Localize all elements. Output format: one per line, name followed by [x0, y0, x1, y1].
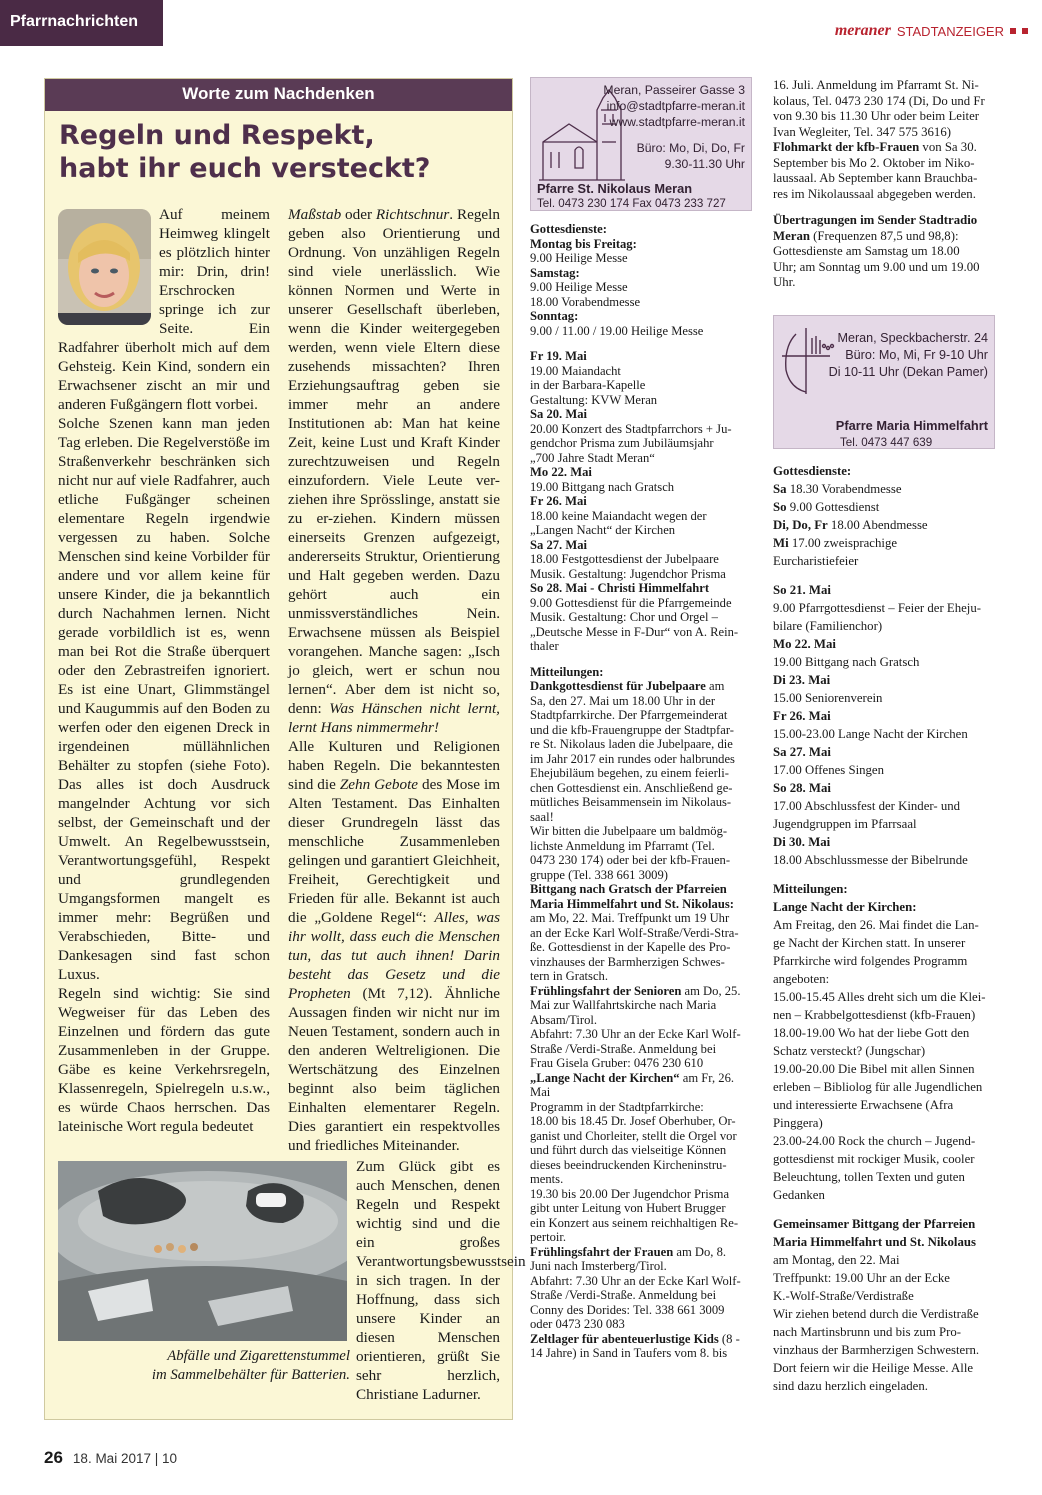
schedule-heading: Mitteilungen: [530, 664, 604, 679]
schedule-heading: Fr 19. Mai [530, 349, 587, 363]
schedule-line: 15.00-15.45 Alles dreht sich um die Klei- [773, 990, 986, 1004]
schedule-heading: Maria Himmelfahrt und St. Nikolaus [773, 1235, 976, 1249]
schedule-line: ganist und Chorleiter, stellt die Orgel vor [530, 1128, 737, 1143]
article-text: des Mose im Alten Testament. Das Einhalten dieser Grundregeln lässt das menschliche Zusammenleben gelingen und garantiert Gleichheit, Freiheit, Gerechtigkeit und Frieden für alle. Bekannt ist auch die „Goldene Regel“: [288, 776, 501, 926]
schedule-line: dieses beeindruckenden Kircheninstru- [530, 1157, 727, 1172]
masthead-brand-b: STADTANZEIGER [896, 23, 1004, 39]
article-emphasis: Was Hänschen nicht lernt, lernt Hans nimmermehr! [288, 700, 500, 736]
schedule-line: Ehejubiläum begehen, zu einem feierli- [530, 766, 729, 780]
schedule-line: Gottesdienste am Samstag um 18.00 [773, 244, 960, 258]
nikolaus-phone: Tel. 0473 230 174 Fax 0473 233 727 [537, 197, 726, 210]
photo-caption [58, 1347, 350, 1385]
schedule-line: 9.00 Gottesdienst für die Pfarrgemeinde [530, 595, 732, 610]
schedule-line: 0473 230 174) oder bei der kfb-Frauen- [530, 853, 731, 867]
schedule-heading: Sonntag: [530, 309, 579, 323]
article-emphasis: Richtschnur [375, 206, 450, 223]
schedule-line: Mai [530, 1085, 551, 1099]
masthead-logo [835, 22, 1028, 40]
schedule-line: September bis Mo 2. Oktober im Niko- [773, 155, 975, 170]
schedule-line: 18.00-19.00 Wo hat der liebe Gott den [773, 1026, 970, 1040]
schedule-line: „Langen Nacht“ der Kirchen [530, 523, 676, 537]
address-line: Di 10-11 Uhr (Dekan Pamer) [828, 365, 988, 379]
schedule-line: 16. Juli. Anmeldung im Pfarramt St. Ni- [773, 78, 979, 92]
himmelfahrt-address [828, 330, 988, 381]
schedule-heading: Mitteilungen: [773, 882, 848, 896]
schedule-heading: Sa 27. Mai [773, 745, 831, 759]
article-column-2-closing [356, 1157, 526, 1404]
article-paragraph: Solche Szenen kann man jeden Tag erleben. Die Regelverstöße im Straßenverkehr beschränken sich nicht nur auf viele Radfahrer, auch etliche Fußgänger scheinen elementare Regeln irgendwie vergessen zu haben. Solche Menschen sind keine Vorbilder für andere und vor allem keine für unsere Kinder, die ja bekanntlich durch Nachahmen lernen. Nicht gerade vorbildlich ist es, wenn man bei Rot die Straße überquert oder den Zebrastreifen ignoriert. Es ist eine Unart, Glimmstängel und Kaugummis auf den Boden zu werfen oder den eigenen Dreck in irgendeinen müllähnlichen Behälter zu stopfen (siehe Foto). Das alles ist doch Ausdruck mangelnder Achtung vor sich selbst, der Gemeinschaft und der Umwelt. An Regelbewusstsein, Verantwortungsgefühl, Respekt und grundlegenden Umgangsformen mangelt es immer mehr: Begrüßen und Verabschieden, Bitte- und Dankesagen sind fast schon Luxus. [58, 415, 270, 983]
nikolaus-schedule [530, 222, 760, 1361]
schedule-line: gottesdienst mit rockiger Musik, cooler [773, 1152, 975, 1166]
schedule-heading: Fr 26. Mai [773, 709, 831, 723]
schedule-line: Frühlingsfahrt der Frauen am Do, 8. [530, 1244, 727, 1259]
schedule-line: Straße /Verdi-Straße. Anmeldung bei [530, 1041, 717, 1056]
article-text: (Mt 7,12). Ähnliche Aussagen finden wir nicht nur im Neuen Testament, sondern auch in den anderen Weltreligionen. Die Wertschätzung des Einzelnen beginnt also beim täglichen Einhalten elementarer Regeln. Dies garantiert ein respektvolles und friedliches Miteinander. [288, 985, 500, 1154]
schedule-line: Wir ziehen betend durch die Verdistraße [773, 1307, 979, 1321]
schedule-line: Stadtpfarrkirche. Der Pfarrgemeinderat [530, 708, 728, 722]
schedule-line: Mai zur Wallfahrtskirche nach Maria [530, 998, 717, 1012]
schedule-line: 19.00 Maiandacht [530, 363, 621, 378]
schedule-heading: Sa 27. Mai [530, 537, 588, 552]
schedule-line: 19.30 bis 20.00 Der Jugendchor Prisma [530, 1186, 730, 1201]
section-tab: Pfarrnachrichten [0, 0, 163, 46]
schedule-line: und die kfb-Frauengruppe der Stadtpfar- [530, 722, 734, 737]
schedule-heading: Di 30. Mai [773, 835, 831, 849]
article-rubric: Worte zum Nachdenken [45, 79, 512, 111]
schedule-line: Schatz versteckt? (Jungschar) [773, 1044, 926, 1058]
article-emphasis: Zehn Gebote [339, 776, 419, 793]
himmelfahrt-schedule [773, 462, 1001, 1395]
spacer [530, 654, 760, 665]
article-column-2 [288, 205, 500, 1155]
schedule-heading: Mo 22. Mai [530, 465, 592, 479]
battery-bin-photo [58, 1161, 347, 1341]
author-portrait [58, 209, 151, 325]
schedule-line: saal! [530, 809, 554, 824]
headline-line-2: habt ihr euch versteckt? [59, 153, 431, 184]
schedule-heading: Mo 22. Mai [773, 637, 836, 651]
schedule-label: „Lange Nacht der Kirchen“ [530, 1070, 680, 1085]
spacer [773, 202, 1001, 213]
schedule-line: Abfahrt: 7.30 Uhr an der Ecke Karl Wolf- [530, 1027, 741, 1041]
article-paragraph: Auf meinem Heimweg klingelt es plötzlich hinter mir: Drin, drin! Erschrocken springe ich zur Seite. Ein Radfahrer überholt mich auf dem Gehsteig. Kein Kind, sondern ein Erwachsener zischt an mir und anderen Fußgängern flott vorbei. [58, 206, 270, 413]
schedule-heading: Gottesdienste: [530, 222, 607, 236]
address-line: www.stadtpfarre-meran.it [609, 115, 745, 129]
schedule-line: Wir bitten die Jubelpaare um baldmög- [530, 824, 728, 838]
schedule-line: 18.00 Vorabendmesse [530, 294, 641, 309]
office-hours: 9.30-11.30 Uhr [664, 157, 745, 171]
schedule-line: ge Nacht der Kirchen statt. In unserer [773, 936, 966, 950]
schedule-line: Jugendgruppen im Pfarrsaal [773, 817, 917, 831]
schedule-heading: Di 23. Mai [773, 673, 831, 687]
spacer [773, 570, 1001, 581]
schedule-label: Frühlingsfahrt der Frauen [530, 1244, 674, 1259]
schedule-line: Eurcharistiefeier [773, 554, 859, 568]
schedule-line: Pinggera) [773, 1116, 823, 1130]
schedule-line: lichste Anmeldung im Pfarramt (Tel. [530, 838, 715, 853]
schedule-line: So 9.00 Gottesdienst [773, 500, 880, 514]
schedule-line: Flohmarkt der kfb-Frauen von Sa 30. [773, 140, 977, 154]
masthead-square-icon [1010, 28, 1016, 34]
schedule-line: „Deutsche Messe in F-Dur“ von A. Rein- [530, 624, 739, 639]
schedule-line: gibt unter Leitung von Hubert Brugger [530, 1201, 726, 1215]
parish-info-himmelfahrt [773, 315, 995, 449]
schedule-label: Meran [773, 228, 810, 243]
article-text: . Regeln geben also Orientierung und Ordnung. Von unzähligen Regeln sind viele unerlässlich. Wie können Normen und Werte in unserer Gesellschaft überleben, wenn die Kinder weitergegeben werden, wenn viele Eltern diese zusehends missachten? Ihren Erziehungsauftrag geben sie immer mehr an andere Institutionen ab: Man hat keine Zeit, keine Lust und Kraft Kinder zurechtzuweisen und Regeln einzufordern. Viele Leute ver-ziehen ihre Sprösslinge, anstatt sie zu er-ziehen. Kindern müssen einerseits Grenzen aufgezeigt, andererseits Struktur, Orientierung und Halt gegeben werden. Dazu gehört auch ein unmissverständliches Nein. Erwachsene müssen als Beispiel vorangehen. Manche sagen: „Isch jo gleich, wert er schun nou lernen“. Aber dem ist nicht so, denn: [288, 206, 500, 717]
article-text: Alle Kulturen und Religionen haben Regeln. Die bekanntesten sind die [288, 738, 500, 793]
nikolaus-name: Pfarre St. Nikolaus Meran [537, 181, 693, 196]
schedule-line: 14 Jahre) in Sand in Taufers vom 8. bis [530, 1346, 728, 1360]
schedule-line: pertoir. [530, 1230, 567, 1244]
schedule-line: vinzhaus der Barmherzigen Schwestern. [773, 1343, 980, 1357]
schedule-line: 18.00 Abschlussmesse der Bibelrunde [773, 853, 968, 867]
address-line: Meran, Speckbacherstr. 24 [837, 331, 988, 345]
schedule-line: angeboten: [773, 972, 830, 986]
schedule-line: Sa 18.30 Vorabendmesse [773, 482, 902, 496]
schedule-line: Treffpunkt: 19.00 Uhr an der Ecke [773, 1271, 950, 1285]
schedule-line: und interessierte Erwachsene (Afra [773, 1098, 954, 1112]
schedule-heading: Gottesdienste: [773, 464, 852, 478]
parish-info-nikolaus [530, 77, 752, 211]
schedule-line: 17.00 Abschlussfest der Kinder- und [773, 799, 961, 813]
schedule-line: sind dazu herzlich eingeladen. [773, 1379, 928, 1393]
schedule-label: Mi [773, 536, 789, 550]
schedule-line: an der Ecke Karl Wolf-Straße/Verdi-Stra- [530, 925, 739, 940]
article-paragraph [288, 205, 500, 737]
schedule-heading: Samstag: [530, 265, 580, 280]
schedule-line: ße. Gottesdienst in der Kapelle des Pro- [530, 940, 731, 954]
schedule-heading: Montag bis Freitag: [530, 236, 637, 251]
schedule-line: chen Gottesdienst ein. Anschließend ge- [530, 780, 733, 795]
schedule-label: So [773, 500, 787, 514]
article-headline [45, 111, 512, 185]
schedule-line: Beleuchtung, tollen Texten und guten [773, 1170, 965, 1184]
schedule-line: 18.00 bis 18.45 Dr. Josef Oberhuber, Or- [530, 1114, 736, 1128]
nikolaus-schedule-continued [773, 78, 1001, 291]
schedule-line: Frühlingsfahrt der Senioren am Do, 25. [530, 983, 741, 998]
spacer [773, 1204, 1001, 1215]
schedule-line: Mi 17.00 zweisprachige [773, 536, 898, 550]
schedule-label: Dankgottesdienst für Jubelpaare [530, 679, 706, 693]
schedule-line: kolaus, Tel. 0473 230 174 (Di, Do und Fr [773, 93, 985, 108]
schedule-line: re St. Nikolaus laden die Jubelpaare, die [530, 737, 733, 751]
schedule-line: 23.00-24.00 Rock the church – Jugend- [773, 1134, 976, 1148]
schedule-line: am Mo, 22. Mai. Treffpunkt um 19 Uhr [530, 911, 730, 925]
schedule-line: 19.00-20.00 Die Bibel mit allen Sinnen [773, 1062, 975, 1076]
schedule-heading: So 21. Mai [773, 583, 831, 597]
spacer [530, 338, 760, 349]
schedule-line: Musik. Gestaltung: Chor und Orgel – [530, 610, 718, 624]
schedule-heading: Sa 20. Mai [530, 407, 588, 421]
schedule-line: Ivan Wegleiter, Tel. 347 575 3616) [773, 124, 951, 139]
schedule-line: 9.00 / 11.00 / 19.00 Heilige Messe [530, 323, 704, 338]
schedule-line: ein Konzert aus seinem reichhaltigen Re- [530, 1215, 739, 1230]
schedule-line: nach Martinsbrunn und bis zum Pro- [773, 1325, 962, 1339]
schedule-heading: Übertragungen im Sender Stadtradio [773, 213, 978, 227]
schedule-line: Meran (Frequenzen 87,5 und 98,8): [773, 228, 959, 243]
schedule-line: ments. [530, 1172, 564, 1186]
caption-line: im Sammelbehälter für Batterien. [151, 1367, 350, 1383]
schedule-heading: Bittgang nach Gratsch der Pfarreien [530, 882, 727, 896]
schedule-line: thaler [530, 639, 559, 653]
schedule-line: K.-Wolf-Straße/Verdistraße [773, 1289, 914, 1303]
schedule-line: Juni nach Imsterberg/Tirol. [530, 1259, 667, 1273]
schedule-line: oder 0473 230 083 [530, 1317, 625, 1331]
schedule-line: Musik. Gestaltung: Jugendchor Prisma [530, 566, 726, 581]
schedule-line: Dort feiern wir die Heilige Messe. Alle [773, 1361, 974, 1375]
schedule-line: 19.00 Bittgang nach Gratsch [773, 655, 920, 669]
schedule-label: Flohmarkt der kfb-Frauen [773, 140, 920, 154]
schedule-label: Zeltlager für abenteuerlustige Kids [530, 1331, 719, 1346]
schedule-line: Sa, den 27. Mai um 18.00 Uhr in der [530, 693, 716, 708]
schedule-heading: So 28. Mai [773, 781, 831, 795]
article-paragraph: Zum Glück gibt es auch Menschen, denen Regeln und Respekt wichtig sind und die ein großes Verantwortungsbewusstsein in sich tragen. In der Hoffnung, dass sich unsere Kinder an diesen Menschen orientieren, grüßt Sie sehr herzlich, Christiane Ladurner. [356, 1158, 526, 1403]
schedule-line: 15.00 Seniorenverein [773, 691, 883, 705]
masthead-brand-a: meraner [834, 22, 891, 39]
schedule-line: Programm in der Stadtpfarrkirche: [530, 1099, 704, 1114]
schedule-line: 18.00 keine Maiandacht wegen der [530, 508, 707, 523]
schedule-line: Am Freitag, den 26. Mai findet die Lan- [773, 918, 979, 932]
schedule-line: Conny des Dorides: Tel. 338 661 3009 [530, 1302, 725, 1317]
article-text: oder [341, 206, 376, 223]
himmelfahrt-phone: Tel. 0473 447 639 [840, 436, 933, 449]
nikolaus-address [595, 82, 745, 172]
schedule-label: Maria Himmelfahrt und St. Nikolaus: [530, 896, 734, 911]
address-line: Büro: Mo, Mi, Fr 9-10 Uhr [845, 348, 988, 362]
schedule-line: Gedanken [773, 1188, 825, 1202]
schedule-line: vinzhauses der Barmherzigen Schwes- [530, 954, 725, 969]
schedule-line: res im Nikolaussaal abgegeben werden. [773, 186, 976, 201]
schedule-line: gruppe (Tel. 338 661 3009) [530, 867, 668, 882]
schedule-line: Straße /Verdi-Straße. Anmeldung bei [530, 1288, 717, 1302]
schedule-line: Abfahrt: 7.30 Uhr an der Ecke Karl Wolf- [530, 1273, 741, 1288]
schedule-line: Gestaltung: KVW Meran [530, 392, 658, 407]
article-column-1 [58, 205, 270, 1136]
schedule-line: 9.00 Pfarrgottesdienst – Feier der Eheju- [773, 601, 982, 615]
schedule-line: Dankgottesdienst für Jubelpaare am [530, 679, 725, 693]
schedule-line: bilare (Familienchor) [773, 619, 883, 633]
schedule-line: am Montag, den 22. Mai [773, 1253, 900, 1267]
address-line: info@stadtpfarre-meran.it [606, 99, 745, 113]
schedule-line: Zeltlager für abenteuerlustige Kids (8 - [530, 1331, 740, 1346]
himmelfahrt-name: Pfarre Maria Himmelfahrt [835, 418, 988, 433]
schedule-heading: So 28. Mai - Christi Himmelfahrt [530, 581, 710, 595]
address-line: Meran, Passeirer Gasse 3 [603, 83, 745, 97]
headline-line-1: Regeln und Respekt, [59, 120, 375, 151]
spacer [773, 869, 1001, 880]
schedule-line: Absam/Tirol. [530, 1012, 598, 1027]
schedule-line: Frau Gisela Gruber: 0476 230 610 [530, 1056, 704, 1070]
page-number: 26 [44, 1448, 63, 1467]
issue-date: 18. Mai 2017 | 10 [72, 1451, 177, 1466]
schedule-heading: Lange Nacht der Kirchen: [773, 900, 917, 914]
article-emphasis: Alles, was ihr wollt, dass euch die Menschen tun, das tut auch ihnen! Darin besteht das Gesetz und die Propheten [288, 909, 500, 1002]
schedule-line: laussaal. Ab September kann Brauchba- [773, 171, 978, 185]
schedule-heading: Gemeinsamer Bittgang der Pfarreien [773, 1217, 976, 1231]
masthead-square-icon [1022, 28, 1028, 34]
schedule-line: erleben – Bibliolog für alle Jugendlichen [773, 1080, 983, 1094]
article-emphasis: Maßstab [288, 206, 342, 223]
schedule-line: Uhr. [773, 275, 796, 289]
schedule-line: 19.00 Bittgang nach Gratsch [530, 479, 675, 494]
article-paragraph [288, 737, 500, 1155]
article-box [44, 78, 526, 1420]
schedule-label: Sa [773, 482, 787, 496]
schedule-line: und führt durch das vielseitige Können [530, 1143, 727, 1157]
schedule-line: 18.00 Festgottesdienst der Jubelpaare [530, 552, 719, 566]
schedule-heading: Fr 26. Mai [530, 494, 587, 508]
schedule-line: 15.00-23.00 Lange Nacht der Kirchen [773, 727, 968, 741]
schedule-line: von 9.30 bis 11.30 Uhr oder beim Leiter [773, 109, 980, 123]
schedule-line: Di, Do, Fr 18.00 Abendmesse [773, 518, 928, 532]
schedule-line: 17.00 Offenes Singen [773, 763, 885, 777]
schedule-label: Frühlingsfahrt der Senioren [530, 983, 682, 998]
schedule-line: 9.00 Heilige Messe [530, 251, 628, 265]
page-footer [44, 1448, 177, 1468]
schedule-label: Di, Do, Fr [773, 518, 828, 532]
article-paragraph: Regeln sind wichtig: Sie sind Wegweiser für das Leben des Einzelnen und fördern das gute Zusammenleben in der Gruppe. Gäbe es keine Verkehrsregeln, Klassenregeln, Spielregeln u.s.w., es würde Chaos herrschen. Das lateinische Wort regula bedeutet [58, 985, 270, 1135]
schedule-line: „700 Jahre Stadt Meran“ [530, 450, 655, 465]
caption-line: Abfälle und Zigarettenstummel [167, 1348, 350, 1364]
schedule-line: gendchor Prisma zum Jubiläumsjahr [530, 436, 714, 450]
schedule-line: tern in Gratsch. [530, 969, 608, 983]
schedule-line: in der Barbara-Kapelle [530, 378, 646, 392]
schedule-line: 9.00 Heilige Messe [530, 280, 628, 294]
schedule-line: mütliches Beisammensein im Nikolaus- [530, 795, 732, 809]
schedule-line: nen – Krabbelgottesdienst (kfb-Frauen) [773, 1008, 976, 1022]
schedule-line [530, 897, 760, 912]
schedule-line: Uhr; am Sonntag um 9.00 und um 19.00 [773, 259, 980, 274]
schedule-line: Pfarrkirche wird folgendes Programm [773, 954, 968, 968]
schedule-line: 20.00 Konzert des Stadtpfarrchors + Ju- [530, 421, 732, 436]
schedule-line: „Lange Nacht der Kirchen“ am Fr, 26. [530, 1070, 735, 1085]
office-hours: Büro: Mo, Di, Do, Fr [636, 141, 745, 155]
schedule-line: im Jahr 2017 ein rundes oder halbrundes [530, 751, 735, 766]
